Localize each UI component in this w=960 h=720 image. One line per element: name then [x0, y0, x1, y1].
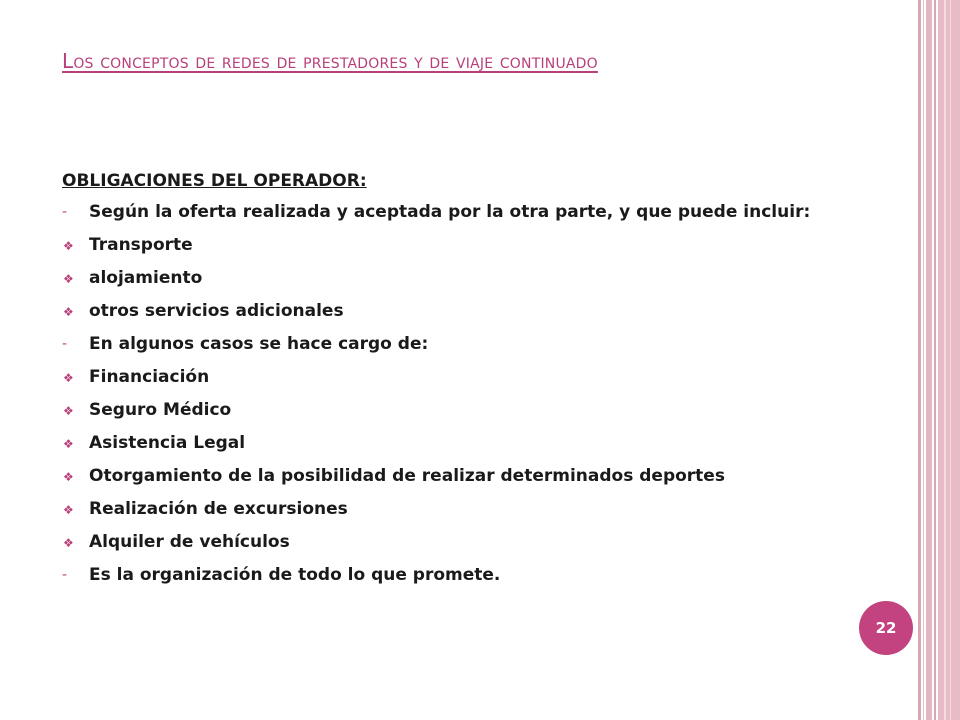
decorative-stripe — [926, 0, 932, 720]
dash-bullet-icon: - — [62, 204, 68, 220]
diamond-bullet-icon: ❖ — [63, 536, 74, 550]
diamond-bullet-icon: ❖ — [63, 305, 74, 319]
list-item-text: Transporte — [89, 235, 193, 255]
diamond-bullet-icon: ❖ — [63, 470, 74, 484]
diamond-bullet-icon: ❖ — [63, 371, 74, 385]
list-item — [62, 433, 822, 453]
list-item-text: Otorgamiento de la posibilidad de realizar determinados deportes — [89, 466, 725, 486]
list-item-text: Seguro Médico — [89, 400, 232, 420]
list-item-text: En algunos casos se hace cargo de: — [89, 334, 429, 354]
list-item-text: Realización de excursiones — [89, 499, 348, 519]
list-item-text: alojamiento — [89, 268, 203, 288]
list-item-text: Asistencia Legal — [89, 433, 246, 453]
decorative-stripe — [944, 0, 946, 720]
list-item-text: Según la oferta realizada y aceptada por la otra parte, y que puede incluir: — [89, 202, 811, 222]
decorative-stripe — [918, 0, 921, 720]
list-item — [62, 301, 822, 321]
dash-bullet-icon: - — [62, 336, 68, 352]
list-item-text: Financiación — [89, 367, 210, 387]
decorative-stripe — [923, 0, 924, 720]
decorative-stripe — [934, 0, 936, 720]
page-number-badge: 22 — [859, 601, 913, 655]
list-item — [62, 268, 822, 288]
diamond-bullet-icon: ❖ — [63, 239, 74, 253]
list-item — [62, 565, 822, 585]
list-item — [62, 499, 822, 519]
list-item-text: otros servicios adicionales — [89, 301, 344, 321]
diamond-bullet-icon: ❖ — [63, 503, 74, 517]
decorative-stripe — [938, 0, 960, 720]
list-item-text: Es la organización de todo lo que promete. — [89, 565, 501, 585]
diamond-bullet-icon: ❖ — [63, 404, 74, 418]
list-item-text: Alquiler de vehículos — [89, 532, 290, 552]
list-item — [62, 202, 822, 222]
list-item — [62, 466, 822, 486]
section-heading: OBLIGACIONES DEL OPERADOR: — [62, 171, 367, 191]
list-item — [62, 367, 822, 387]
diamond-bullet-icon: ❖ — [63, 272, 74, 286]
decorative-stripe — [950, 0, 951, 720]
slide-body — [62, 170, 822, 598]
list-item — [62, 334, 822, 354]
dash-bullet-icon: - — [62, 567, 68, 583]
list-item — [62, 235, 822, 255]
list-item — [62, 532, 822, 552]
diamond-bullet-icon: ❖ — [63, 437, 74, 451]
slide-title: Los conceptos de redes de prestadores y de viaje continuado — [62, 49, 598, 73]
list-item — [62, 400, 822, 420]
